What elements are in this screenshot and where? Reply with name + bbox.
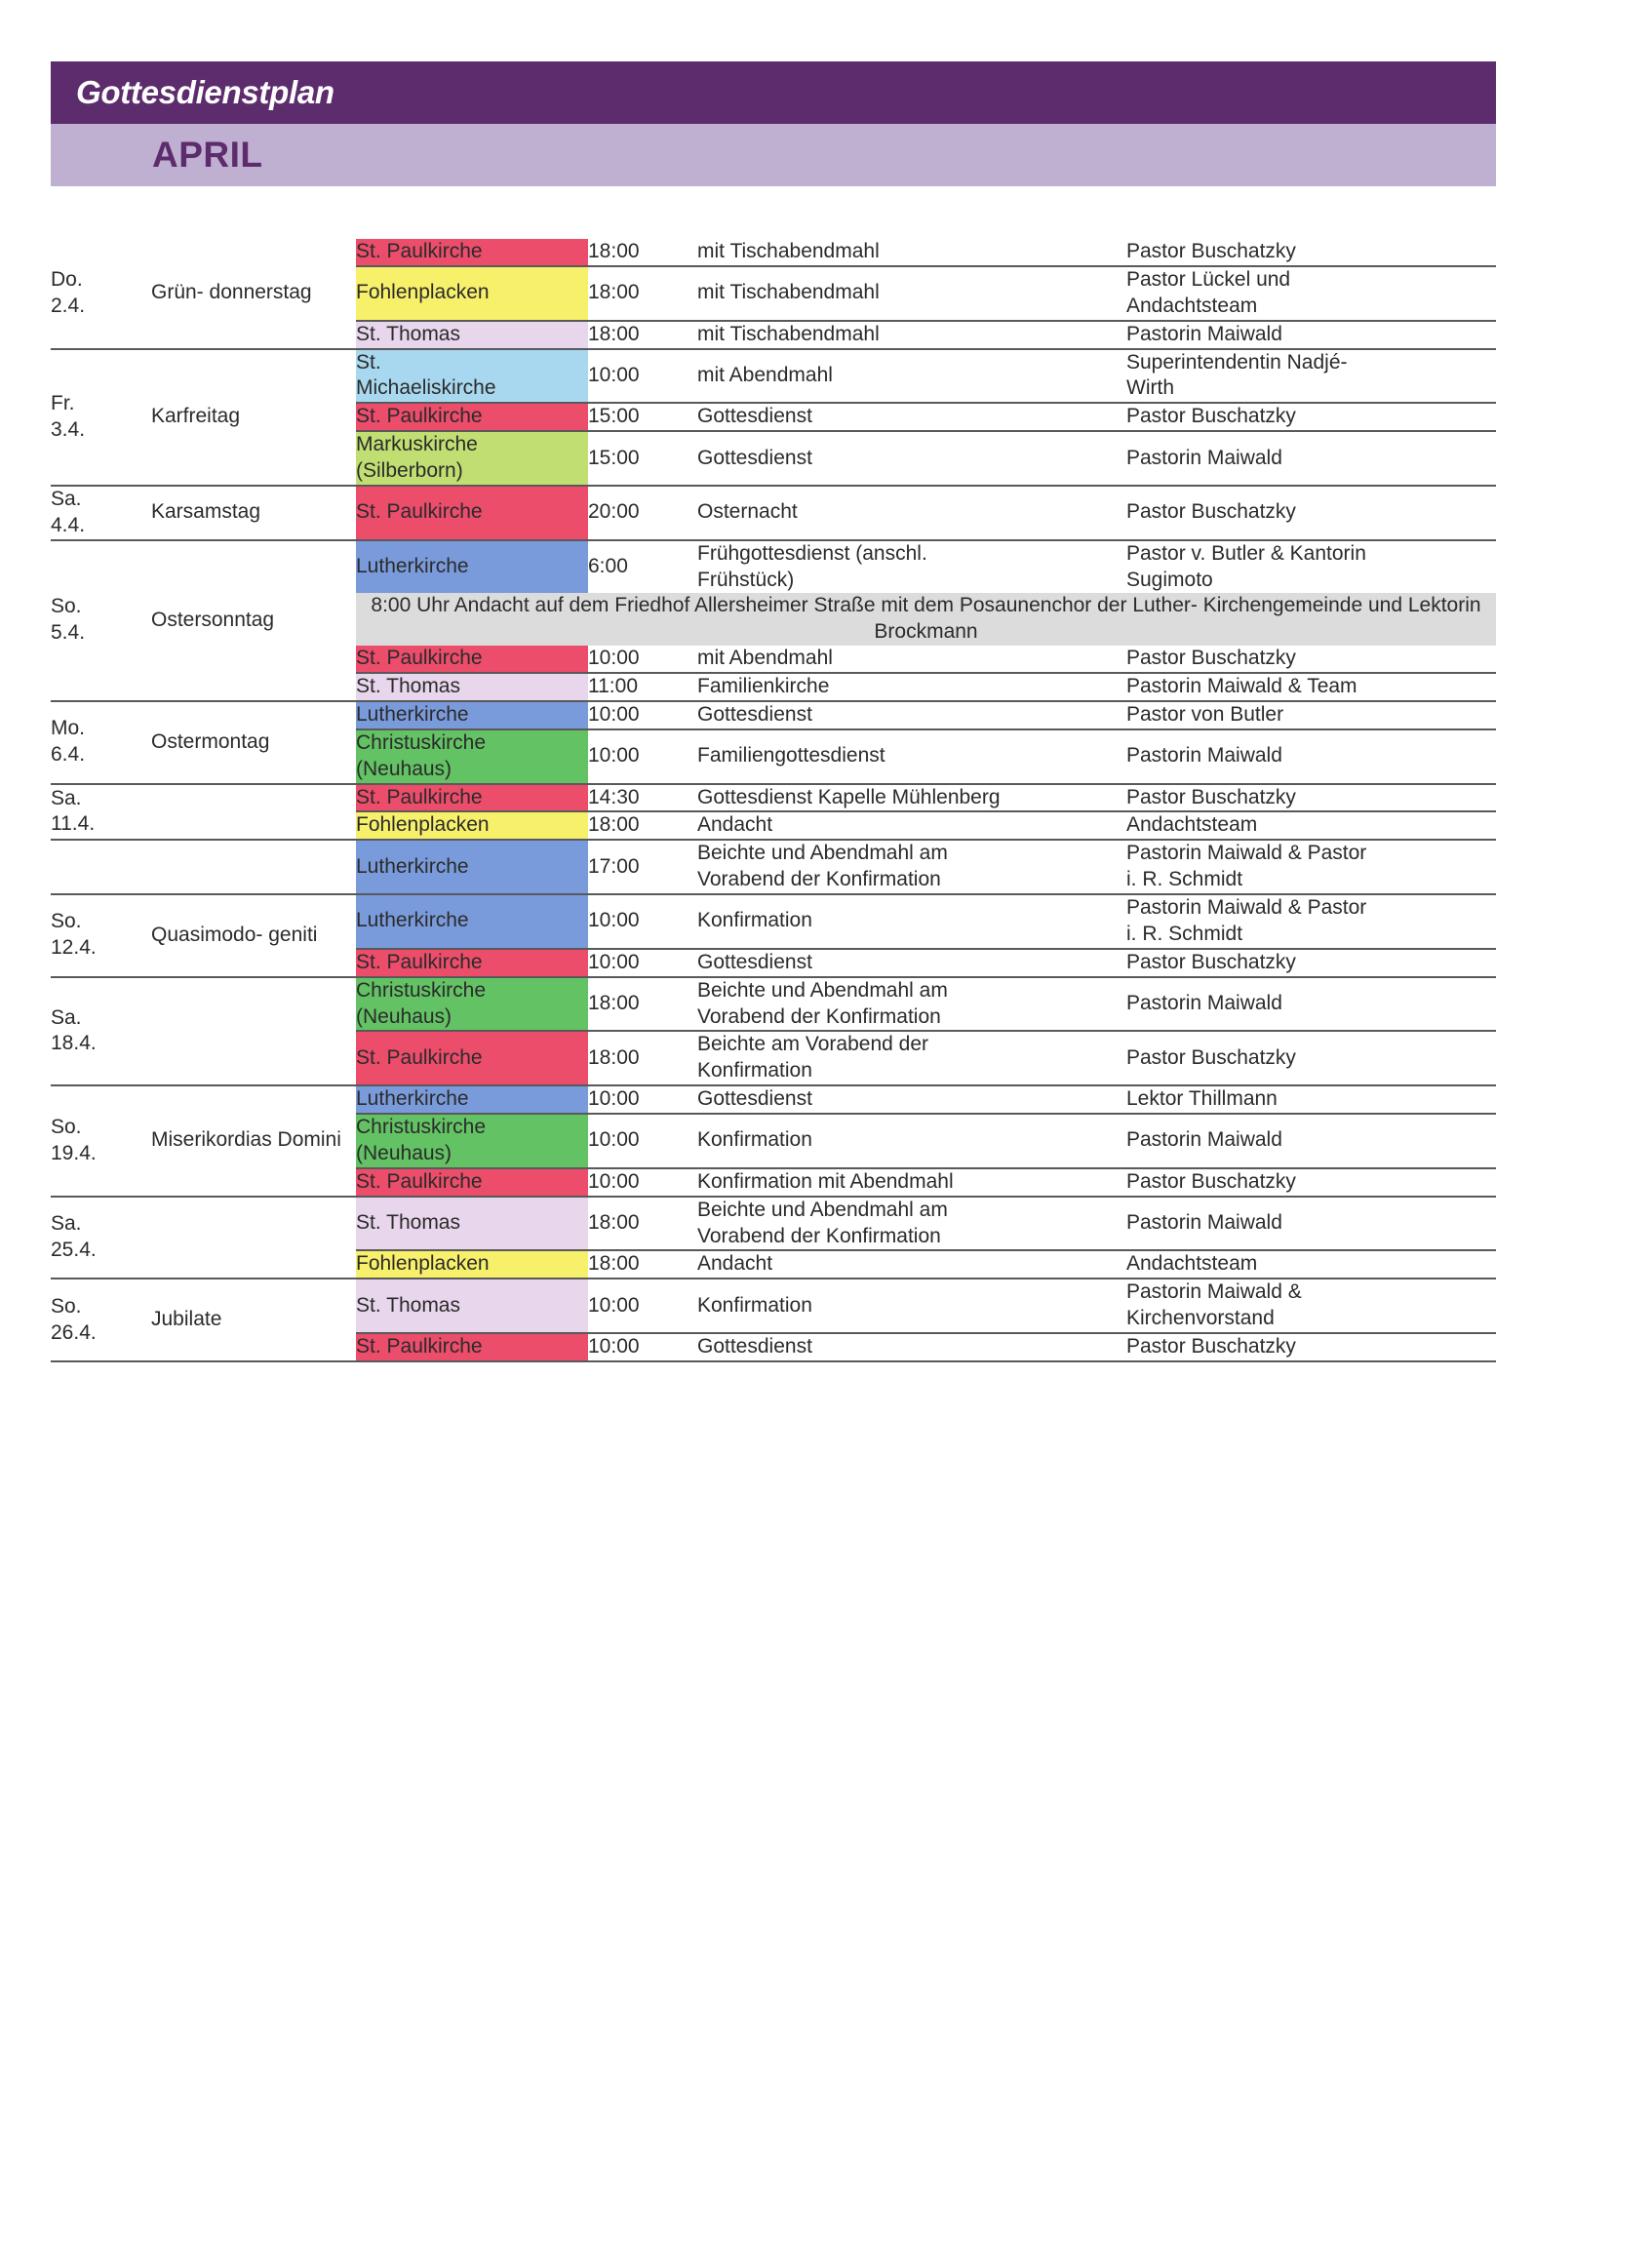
- pastor-line-1: Pastorin Maiwald: [1126, 322, 1282, 345]
- occasion-cell: [151, 784, 356, 841]
- description-line-1: mit Abendmahl: [697, 647, 833, 670]
- description-cell: [697, 1250, 1126, 1279]
- weekday-label: Sa.: [51, 1212, 82, 1236]
- pastor-cell: [1126, 266, 1496, 321]
- date-cell: [51, 1279, 151, 1361]
- date-cell: [51, 1085, 151, 1197]
- place-label: Christuskirche: [356, 1116, 487, 1138]
- weekday-label: Do.: [51, 267, 83, 291]
- pastor-line-1: Pastor Buschatzky: [1126, 240, 1296, 262]
- time-cell: 18:00: [588, 977, 697, 1032]
- place-label: St. Paulkirche: [356, 1169, 483, 1193]
- place-cell-christuskirche: [356, 1114, 588, 1168]
- pastor-cell: [1126, 1031, 1496, 1085]
- place-cell-st-paulkirche: [356, 1333, 588, 1361]
- month-heading: APRIL: [152, 135, 263, 175]
- description-line-1: Gottesdienst Kapelle Mühlenberg: [697, 785, 1001, 808]
- time-cell: 10:00: [588, 647, 640, 670]
- pastor-cell: [1126, 1279, 1496, 1333]
- pastor-line-1: Pastor von Butler: [1126, 702, 1284, 726]
- date-label: 2.4.: [51, 294, 86, 317]
- pastor-cell: [1126, 673, 1496, 701]
- time-cell: 18:00: [588, 1031, 697, 1085]
- description-line-1: Gottesdienst: [697, 1335, 812, 1358]
- occasion-cell: [151, 239, 356, 349]
- description-line-1: Gottesdienst: [697, 702, 812, 726]
- description-line-2: Vorabend der Konfirmation: [697, 1224, 941, 1247]
- time-cell: 18:00: [588, 811, 697, 840]
- time-cell: 18:00: [588, 1250, 697, 1279]
- description-cell: [697, 266, 1126, 321]
- description-line-1: Beichte und Abendmahl am: [697, 978, 948, 1002]
- description-cell: [697, 646, 1126, 673]
- pastor-line-1: Andachtsteam: [1126, 1252, 1258, 1276]
- description-line-2: Konfirmation: [697, 1059, 812, 1082]
- occasion-line-1: Ostersonntag: [151, 608, 275, 631]
- place-label: St. Paulkirche: [356, 405, 483, 428]
- description-cell: [697, 349, 1126, 404]
- date-label: 5.4.: [51, 621, 86, 645]
- place-cell-fohlenplacken: [356, 1250, 588, 1279]
- pastor-cell: [1126, 811, 1496, 840]
- time-cell: 10:00: [588, 349, 697, 404]
- place-label: Lutherkirche: [356, 555, 469, 578]
- weekday-label: Mo.: [51, 717, 86, 740]
- place-label: St. Paulkirche: [356, 1335, 483, 1358]
- pastor-line-1: Pastorin Maiwald: [1126, 744, 1282, 767]
- place-cell-st-paulkirche: [356, 646, 588, 673]
- occasion-cell: [151, 701, 356, 784]
- announcement-line-2: Kirchengemeinde und Lektorin Brockmann: [874, 594, 1481, 644]
- description-line-1: mit Tischabendmahl: [697, 240, 880, 262]
- occasion-cell: [151, 1279, 356, 1361]
- time-cell: 20:00: [588, 486, 697, 540]
- place-label: St. Thomas: [356, 675, 460, 697]
- description-line-1: Beichte und Abendmahl am: [697, 1198, 948, 1221]
- pastor-cell: [1126, 431, 1496, 486]
- pastor-line-2: Sugimoto: [1126, 568, 1213, 591]
- page-title: Gottesdienstplan: [76, 74, 334, 110]
- description-line-2: Vorabend der Konfirmation: [697, 868, 941, 891]
- date-label: 25.4.: [51, 1238, 97, 1261]
- time-cell: 10:00: [588, 1333, 697, 1361]
- occasion-line-2: donnerstag: [209, 281, 312, 304]
- description-line-1: mit Abendmahl: [697, 363, 833, 386]
- description-cell: [697, 1279, 1126, 1333]
- description-line-1: Konfirmation mit Abendmahl: [697, 1169, 954, 1193]
- pastor-line-2: Wirth: [1126, 376, 1174, 400]
- table-row: [51, 239, 1496, 266]
- weekday-label: So.: [51, 595, 82, 618]
- description-cell: [697, 431, 1126, 486]
- pastor-line-2: i. R. Schmidt: [1126, 868, 1243, 891]
- place-cell-lutherkirche: [356, 1085, 588, 1114]
- place-cell-lutherkirche: [356, 701, 588, 729]
- pastor-line-1: Pastor Lückel und: [1126, 267, 1291, 291]
- description-cell: [697, 840, 1126, 894]
- pastor-cell: [1126, 646, 1496, 673]
- time-cell: 11:00: [588, 673, 697, 701]
- description-line-1: Konfirmation: [697, 909, 812, 932]
- date-label: 18.4.: [51, 1032, 97, 1055]
- pastor-line-1: Pastorin Maiwald: [1126, 446, 1282, 469]
- place-cell-st-paulkirche: [356, 1168, 588, 1197]
- time-cell: 10:00: [588, 701, 697, 729]
- pastor-line-2: Kirchenvorstand: [1126, 1307, 1275, 1330]
- pastor-line-1: Pastorin Maiwald &: [1126, 1280, 1302, 1304]
- time-cell: 10:00: [588, 1085, 697, 1114]
- description-cell: [697, 1031, 1126, 1085]
- place-cell-st-paulkirche: [356, 949, 588, 977]
- pastor-cell: [1126, 977, 1496, 1032]
- description-cell: [697, 673, 1126, 701]
- place-label: Fohlenplacken: [356, 1252, 490, 1276]
- place-cell-st-paulkirche: [356, 1031, 588, 1085]
- bottom-rule: [51, 1361, 1496, 1362]
- time-cell: 10:00: [588, 1114, 697, 1168]
- table-row: [51, 701, 1496, 729]
- table-row: [51, 977, 1496, 1032]
- place-cell-lutherkirche: [356, 894, 588, 949]
- time-cell: 18:00: [588, 266, 697, 321]
- time-cell: 18:00: [588, 1197, 697, 1251]
- description-cell: [697, 486, 1126, 540]
- place-label: St. Paulkirche: [356, 1045, 483, 1069]
- pastor-line-1: Pastorin Maiwald & Pastor: [1126, 896, 1367, 919]
- table-row: [51, 1279, 1496, 1333]
- description-line-1: Andacht: [697, 813, 773, 837]
- table-row: [51, 540, 1496, 594]
- table-row: [51, 1085, 1496, 1114]
- description-line-1: Frühgottesdienst (anschl.: [697, 541, 927, 565]
- place-label: Lutherkirche: [356, 909, 469, 932]
- date-label: 11.4.: [51, 812, 96, 836]
- place-cell-st-paulkirche: [356, 239, 588, 266]
- pastor-cell: [1126, 540, 1496, 594]
- date-cell: [51, 239, 151, 349]
- date-label: 19.4.: [51, 1141, 97, 1164]
- place-label: St. Paulkirche: [356, 647, 483, 670]
- place-label: Markuskirche: [356, 433, 478, 456]
- pastor-cell: [1126, 1114, 1496, 1168]
- place-cell-st-paulkirche: [356, 403, 588, 431]
- occasion-cell: [151, 349, 356, 486]
- occasion-line-1: Karsamstag: [151, 500, 261, 524]
- occasion-cell: [151, 977, 356, 1086]
- date-cell: [51, 540, 151, 701]
- place-cell-st-michaeliskirche: [356, 349, 588, 404]
- description-line-1: Gottesdienst: [697, 950, 812, 973]
- description-cell: [697, 321, 1126, 349]
- place-cell-lutherkirche: [356, 540, 588, 594]
- occasion-line-1: Ostermontag: [151, 729, 270, 753]
- place-label: Lutherkirche: [356, 702, 469, 726]
- place-label: St. Thomas: [356, 1293, 460, 1317]
- description-line-1: mit Tischabendmahl: [697, 281, 880, 304]
- description-cell: [697, 1114, 1126, 1168]
- weekday-label: So.: [51, 910, 82, 933]
- description-line-1: Konfirmation: [697, 1128, 812, 1152]
- pastor-line-1: Pastor Buschatzky: [1126, 500, 1296, 524]
- place-label-2: Michaeliskirche: [356, 376, 496, 400]
- date-cell: [51, 349, 151, 486]
- date-label: 26.4.: [51, 1320, 97, 1344]
- place-label-2: (Neuhaus): [356, 1141, 452, 1164]
- description-cell: [697, 403, 1126, 431]
- pastor-line-2: i. R. Schmidt: [1126, 922, 1243, 945]
- pastor-line-1: Pastor Buschatzky: [1126, 1169, 1296, 1193]
- place-label-2: (Silberborn): [356, 459, 463, 482]
- description-cell: [697, 239, 1126, 266]
- description-cell: [697, 949, 1126, 977]
- place-cell-markuskirche: [356, 431, 588, 486]
- table-row: [51, 840, 1496, 894]
- description-line-1: Gottesdienst: [697, 1087, 812, 1111]
- time-cell: 10:00: [588, 894, 697, 949]
- date-label: 12.4.: [51, 936, 97, 960]
- place-cell-st-thomas: [356, 1279, 588, 1333]
- pastor-cell: [1126, 1085, 1496, 1114]
- place-label: Lutherkirche: [356, 854, 469, 878]
- pastor-cell: [1126, 486, 1496, 540]
- time-cell: 10:00: [588, 949, 697, 977]
- time-cell: 10:00: [588, 1279, 697, 1333]
- pastor-cell: [1126, 1333, 1496, 1361]
- table-row: [51, 1197, 1496, 1251]
- description-line-1: Konfirmation: [697, 1293, 812, 1317]
- table-row: [51, 349, 1496, 404]
- date-cell: [51, 977, 151, 1086]
- occasion-line-1: Miserikordias: [151, 1128, 272, 1152]
- time-cell: 10:00: [588, 729, 697, 784]
- place-cell-st-thomas: [356, 1197, 588, 1251]
- description-line-1: Gottesdienst: [697, 446, 812, 469]
- description-cell: [697, 540, 1126, 594]
- place-label: St. Paulkirche: [356, 950, 483, 973]
- place-label: St.: [356, 350, 381, 374]
- occasion-line-2: Domini: [277, 1128, 341, 1152]
- description-line-1: Beichte und Abendmahl am: [697, 842, 948, 865]
- schedule-body: [51, 239, 1496, 1362]
- occasion-cell: [151, 1197, 356, 1279]
- pastor-line-2: Andachtsteam: [1126, 294, 1258, 317]
- description-cell: [697, 701, 1126, 729]
- date-cell: [51, 701, 151, 784]
- pastor-cell: [1126, 403, 1496, 431]
- time-cell: 14:30: [588, 784, 697, 812]
- place-label: Lutherkirche: [356, 1087, 469, 1111]
- pastor-line-1: Pastorin Maiwald: [1126, 1211, 1282, 1235]
- place-cell-christuskirche: [356, 977, 588, 1032]
- place-cell-st-thomas: [356, 321, 588, 349]
- pastor-cell: [1126, 1168, 1496, 1197]
- pastor-cell: [1126, 729, 1496, 784]
- description-line-2: Frühstück): [697, 568, 795, 591]
- place-label: Christuskirche: [356, 730, 487, 754]
- place-label-2: (Neuhaus): [356, 1004, 452, 1028]
- pastor-line-1: Pastor v. Butler & Kantorin: [1126, 541, 1366, 565]
- place-label-2: (Neuhaus): [356, 757, 452, 780]
- pastor-cell: [1126, 894, 1496, 949]
- place-label: St. Paulkirche: [356, 785, 483, 808]
- place-cell-fohlenplacken: [356, 811, 588, 840]
- place-label: Fohlenplacken: [356, 281, 490, 304]
- description-line-1: Andacht: [697, 1252, 773, 1276]
- description-cell: [697, 811, 1126, 840]
- date-cell: [51, 1197, 151, 1279]
- occasion-line-1: Quasimodo-: [151, 923, 263, 946]
- pastor-cell: [1126, 321, 1496, 349]
- pastor-cell: [1126, 701, 1496, 729]
- time-cell: 10:00: [588, 1168, 697, 1197]
- pastor-line-1: Pastor Buschatzky: [1126, 950, 1296, 973]
- description-cell: [697, 977, 1126, 1032]
- pastor-cell: [1126, 239, 1496, 266]
- pastor-cell: [1126, 349, 1496, 404]
- date-cell: [51, 840, 151, 894]
- pastor-line-1: Lektor Thillmann: [1126, 1087, 1278, 1111]
- place-label: Christuskirche: [356, 978, 487, 1002]
- pastor-line-1: Pastor Buschatzky: [1126, 785, 1296, 808]
- time-cell: 15:00: [588, 431, 697, 486]
- pastor-line-1: Pastor Buschatzky: [1126, 1045, 1296, 1069]
- weekday-label: So.: [51, 1294, 82, 1318]
- date-label: 3.4.: [51, 417, 86, 441]
- title-bar: [51, 61, 1496, 124]
- date-cell: [51, 894, 151, 977]
- occasion-cell: [151, 894, 356, 977]
- occasion-cell: [151, 840, 356, 894]
- pastor-line-1: Pastor Buschatzky: [1126, 647, 1296, 670]
- date-cell: [51, 486, 151, 540]
- time-cell: 17:00: [588, 840, 697, 894]
- description-line-1: Familienkirche: [697, 675, 830, 697]
- place-cell-fohlenplacken: [356, 266, 588, 321]
- occasion-cell: [151, 1085, 356, 1197]
- pastor-cell: [1126, 784, 1496, 812]
- weekday-label: Sa.: [51, 786, 82, 809]
- pastor-line-1: Pastor Buschatzky: [1126, 405, 1296, 428]
- weekday-label: So.: [51, 1116, 82, 1138]
- description-line-1: Familiengottesdienst: [697, 744, 885, 767]
- time-cell: 15:00: [588, 403, 697, 431]
- date-label: 4.4.: [51, 513, 86, 536]
- place-label: St. Paulkirche: [356, 240, 483, 262]
- weekday-label: Sa.: [51, 1005, 82, 1029]
- announcement-line-1: 8:00 Uhr Andacht auf dem Friedhof Allersheimer Straße mit dem Posaunenchor der Luther-: [371, 594, 1198, 617]
- place-cell-st-thomas: [356, 673, 588, 701]
- pastor-cell: [1126, 949, 1496, 977]
- place-cell-st-paulkirche: [356, 486, 588, 540]
- occasion-line-1: Jubilate: [151, 1308, 222, 1331]
- occasion-cell: [151, 486, 356, 540]
- pastor-line-1: Andachtsteam: [1126, 813, 1258, 837]
- service-schedule-table: [51, 239, 1496, 1362]
- date-label: 6.4.: [51, 743, 86, 767]
- description-cell: [697, 1333, 1126, 1361]
- place-label: St. Paulkirche: [356, 500, 483, 524]
- place-cell-christuskirche: [356, 729, 588, 784]
- pastor-line-1: Pastorin Maiwald: [1126, 1128, 1282, 1152]
- month-bar: [51, 124, 1496, 186]
- occasion-cell: [151, 540, 356, 701]
- description-cell: [697, 1085, 1126, 1114]
- place-cell-st-paulkirche: [356, 784, 588, 812]
- description-line-1: mit Tischabendmahl: [697, 322, 880, 345]
- pastor-line-1: Pastorin Maiwald & Team: [1126, 675, 1357, 697]
- pastor-cell: [1126, 1197, 1496, 1251]
- occasion-line-2: geniti: [268, 923, 318, 946]
- pastor-line-1: Pastorin Maiwald & Pastor: [1126, 842, 1367, 865]
- description-cell: [697, 1197, 1126, 1251]
- place-cell-lutherkirche: [356, 840, 588, 894]
- description-cell: [697, 784, 1126, 812]
- time-cell: 18:00: [588, 321, 697, 349]
- place-label: St. Thomas: [356, 1211, 460, 1235]
- pastor-cell: [1126, 840, 1496, 894]
- occasion-line-1: Karfreitag: [151, 405, 241, 428]
- description-cell: [697, 729, 1126, 784]
- time-cell: 6:00: [588, 540, 697, 594]
- pastor-line-1: Superintendentin Nadjé-: [1126, 350, 1348, 374]
- weekday-label: Sa.: [51, 487, 82, 510]
- announcement-banner: [356, 593, 1496, 646]
- occasion-line-1: Grün-: [151, 281, 204, 304]
- weekday-label: Fr.: [51, 391, 75, 414]
- pastor-line-1: Pastor Buschatzky: [1126, 1335, 1296, 1358]
- pastor-line-1: Pastorin Maiwald: [1126, 992, 1282, 1015]
- description-cell: [697, 894, 1126, 949]
- place-label: Fohlenplacken: [356, 813, 490, 837]
- description-line-1: Beichte am Vorabend der: [697, 1033, 928, 1056]
- table-row: [51, 784, 1496, 812]
- table-footer-rule: [51, 1361, 1496, 1362]
- pastor-cell: [1126, 1250, 1496, 1279]
- place-label: St. Thomas: [356, 322, 460, 345]
- description-line-1: Osternacht: [697, 500, 798, 524]
- time-cell: 18:00: [588, 240, 640, 262]
- description-line-2: Vorabend der Konfirmation: [697, 1004, 941, 1028]
- table-row: [51, 894, 1496, 949]
- description-cell: [697, 1168, 1126, 1197]
- table-row: [51, 486, 1496, 540]
- description-line-1: Gottesdienst: [697, 405, 812, 428]
- date-cell: [51, 784, 151, 841]
